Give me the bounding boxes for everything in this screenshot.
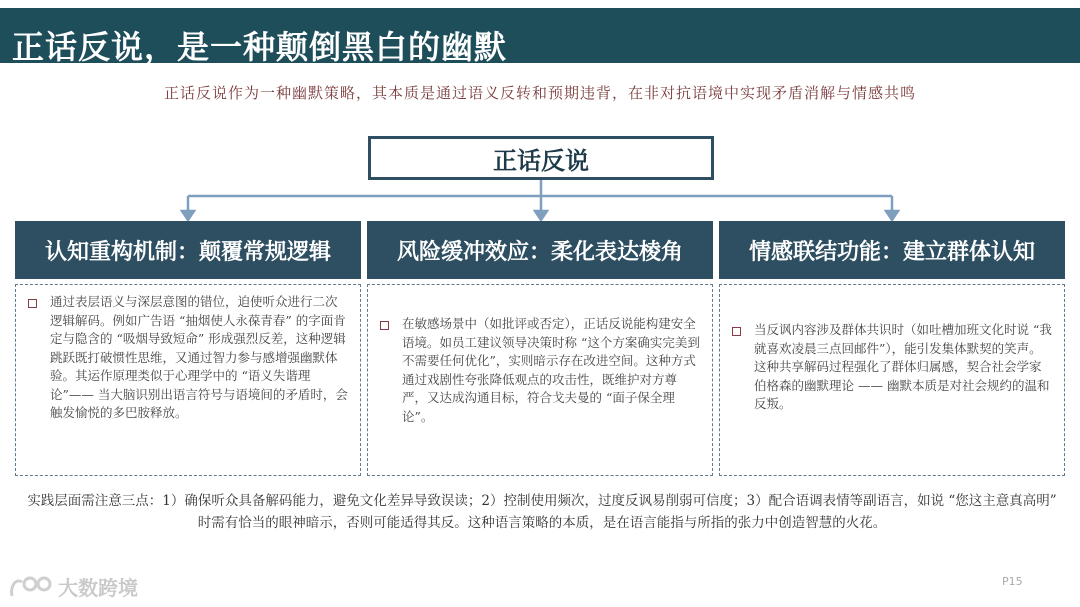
watermark-logo-icon: [8, 574, 52, 600]
column-heading-text: 情感联结功能：建立群体认知: [748, 239, 1035, 265]
column-header-emotion: [719, 221, 1065, 279]
connector-arrow-icon: [182, 211, 194, 220]
column-heading-text: 风险缓冲效应：柔化表达棱角: [396, 239, 683, 265]
column-heading-text: 认知重构机制：颠覆常规逻辑: [44, 239, 331, 265]
column-header-cognitive: [15, 221, 361, 279]
root-node-label: 正话反说: [493, 146, 589, 175]
slide-title: 正话反说，是一种颠倒黑白的幽默: [12, 28, 508, 66]
connector-arrow-icon: [535, 211, 547, 220]
column-body-text: 通过表层语义与深层意图的错位，迫使听众进行二次逻辑解码。例如广告语 “抽烟使人永葆青春” 的字面肯定与隐含的 “吸烟导致短命” 形成强烈反差，这种逻辑跳跃既打破惯性思维，又通过智力参与感增强幽默体验。其运作原理类似于心理学中的 “语义失谐理论”—— 当大脑识别出语言符号与语境间的矛盾时，会触发愉悦的多巴胺释放。: [50, 294, 348, 420]
column-body-cognitive: [15, 284, 361, 476]
watermark-text: 大数跨境: [58, 576, 138, 600]
column-body-emotion: [719, 284, 1065, 476]
watermark-logo: [8, 572, 138, 601]
column-body-text: 当反讽内容涉及群体共识时（如吐槽加班文化时说 “我就喜欢凌晨三点回邮件”），能引发集体默契的笑声。这种共享解码过程强化了群体归属感，契合社会学家伯格森的幽默理论 —— 幽默本质是对社会规约的温和反叛。: [754, 322, 1052, 411]
square-bullet-icon: [28, 299, 37, 308]
slide-subtitle: 正话反说作为一种幽默策略，其本质是通过语义反转和预期违背，在非对抗语境中实现矛盾消解与情感共鸣: [163, 84, 916, 102]
column-body-risk: [367, 284, 713, 476]
footer-note: 实践层面需注意三点：1）确保听众具备解码能力，避免文化差异导致误读；2）控制使用频次，过度反讽易削弱可信度；3）配合语调表情等副语言，如说 “您这主意真高明” 时需有恰当的眼神暗示，否则可能适得其反。这种语言策略的本质，是在语言能指与所指的张力中创造智慧的火花。: [27, 493, 1057, 531]
square-bullet-icon: [380, 321, 389, 330]
column-header-risk: [367, 221, 713, 279]
square-bullet-icon: [732, 327, 741, 336]
connector-arrow-icon: [886, 211, 898, 220]
page-number: P15: [1002, 575, 1023, 588]
root-node: [368, 136, 714, 180]
column-body-text: 在敏感场景中（如批评或否定），正话反说能构建安全语境。如员工建议领导决策时称 “这个方案确实完美到不需要任何优化”，实则暗示存在改进空间。这种方式通过戏剧性夸张降低观点的攻击性，既维护对方尊严，又达成沟通目标，符合戈夫曼的 “面子保全理论”。: [402, 316, 700, 424]
